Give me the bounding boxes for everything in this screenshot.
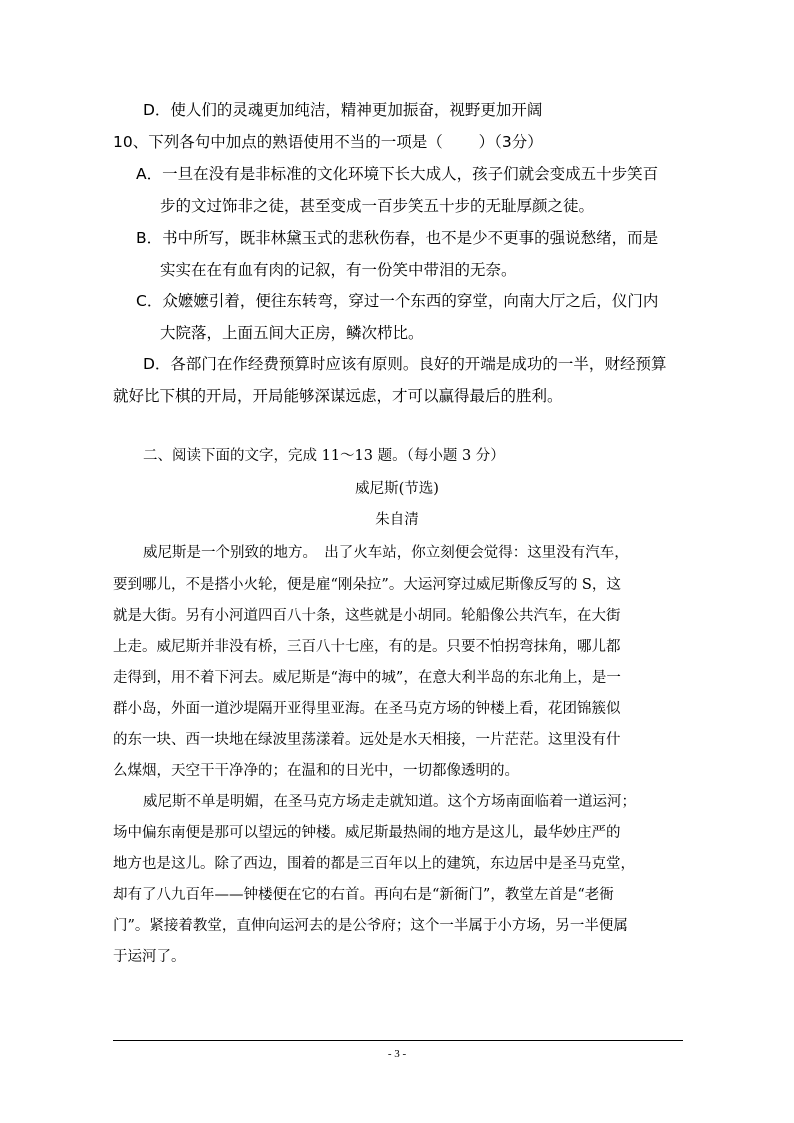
passage-title: 威尼斯(节选)	[355, 481, 439, 497]
para1-line: 就是大街。另有小河道四百八十条，这些就是小胡同。轮船像公共汽车，在大街	[113, 608, 621, 624]
q10-option-d-line2: 就好比下棋的开局，开局能够深谋远虑，才可以赢得最后的胜利。	[113, 387, 563, 405]
q10-option-a-line2: 步的文过饰非之徒，甚至变成一百步笑五十步的无耻厚颜之徒。	[160, 197, 595, 215]
q10-option-c-line2: 大院落，上面五间大正房，鳞次栉比。	[160, 324, 424, 342]
q10-option-c-line1: C．众嬷嬷引着，便往东转弯，穿过一个东西的穿堂，向南大厅之后，仪门内	[136, 292, 659, 310]
para2-line: 门”。紧接着教堂，直伸向运河去的是公爷府；这个一半属于小方场，另一半便属	[113, 918, 628, 934]
q10-option-d-line1: D．各部门在作经费预算时应该有原则。良好的开端是成功的一半，财经预算	[143, 355, 667, 373]
para1-line: 走得到，用不着下河去。威尼斯是“海中的城”，在意大利半岛的东北角上，是一	[113, 670, 621, 686]
footer-divider	[113, 1040, 683, 1041]
para2-line: 地方也是这儿。除了西边，围着的都是三百年以上的建筑，东边居中是圣马克堂，	[113, 856, 635, 872]
para1-line: 么煤烟，天空干干净净的；在温和的日光中，一切都像透明的。	[113, 763, 519, 779]
page-number: - 3 -	[387, 1048, 407, 1060]
q10-option-b-line1: B．书中所写，既非林黛玉式的悲秋伤春，也不是少不更事的强说愁绪，而是	[136, 229, 659, 247]
para2-line: 威尼斯不单是明媚，在圣马克方场走走就知道。这个方场南面临着一道运河；	[143, 794, 636, 810]
para2-line: 场中偏东南便是那可以望远的钟楼。威尼斯最热闹的地方是这儿，最华妙庄严的	[113, 825, 621, 841]
q10-stem: 10、下列各句中加点的熟语使用不当的一项是（ ）（3分）	[113, 133, 543, 151]
q9-option-d: D．使人们的灵魂更加纯洁，精神更加振奋，视野更加开阔	[143, 101, 543, 119]
para1-line: 威尼斯是一个别致的地方。 出了火车站，你立刻便会觉得：这里没有汽车，	[143, 545, 629, 561]
passage-author: 朱自清	[375, 512, 419, 528]
para2-line: 却有了八九百年——钟楼便在它的右首。再向右是“新衙门”，教堂左首是“老衙	[113, 887, 614, 903]
section-heading: 二、阅读下面的文字，完成 11～13 题。（每小题 3 分）	[143, 448, 505, 464]
q10-option-a-line1: A．一旦在没有是非标准的文化环境下长大成人，孩子们就会变成五十步笑百	[136, 165, 659, 183]
para1-line: 群小岛，外面一道沙堤隔开亚得里亚海。在圣马克方场的钟楼上看，花团锦簇似	[113, 701, 621, 717]
para1-line: 要到哪儿，不是搭小火轮，便是雇“刚朵拉”。大运河穿过威尼斯像反写的 S，这	[113, 577, 621, 593]
para1-line: 上走。威尼斯并非没有桥，三百八十七座，有的是。只要不怕拐弯抹角，哪儿都	[113, 639, 621, 655]
q10-option-b-line2: 实实在在有血有肉的记叙，有一份笑中带泪的无奈。	[160, 261, 517, 279]
para2-line: 于运河了。	[113, 949, 186, 965]
para1-line: 的东一块、西一块地在绿波里荡漾着。远处是水天相接，一片茫茫。这里没有什	[113, 732, 621, 748]
